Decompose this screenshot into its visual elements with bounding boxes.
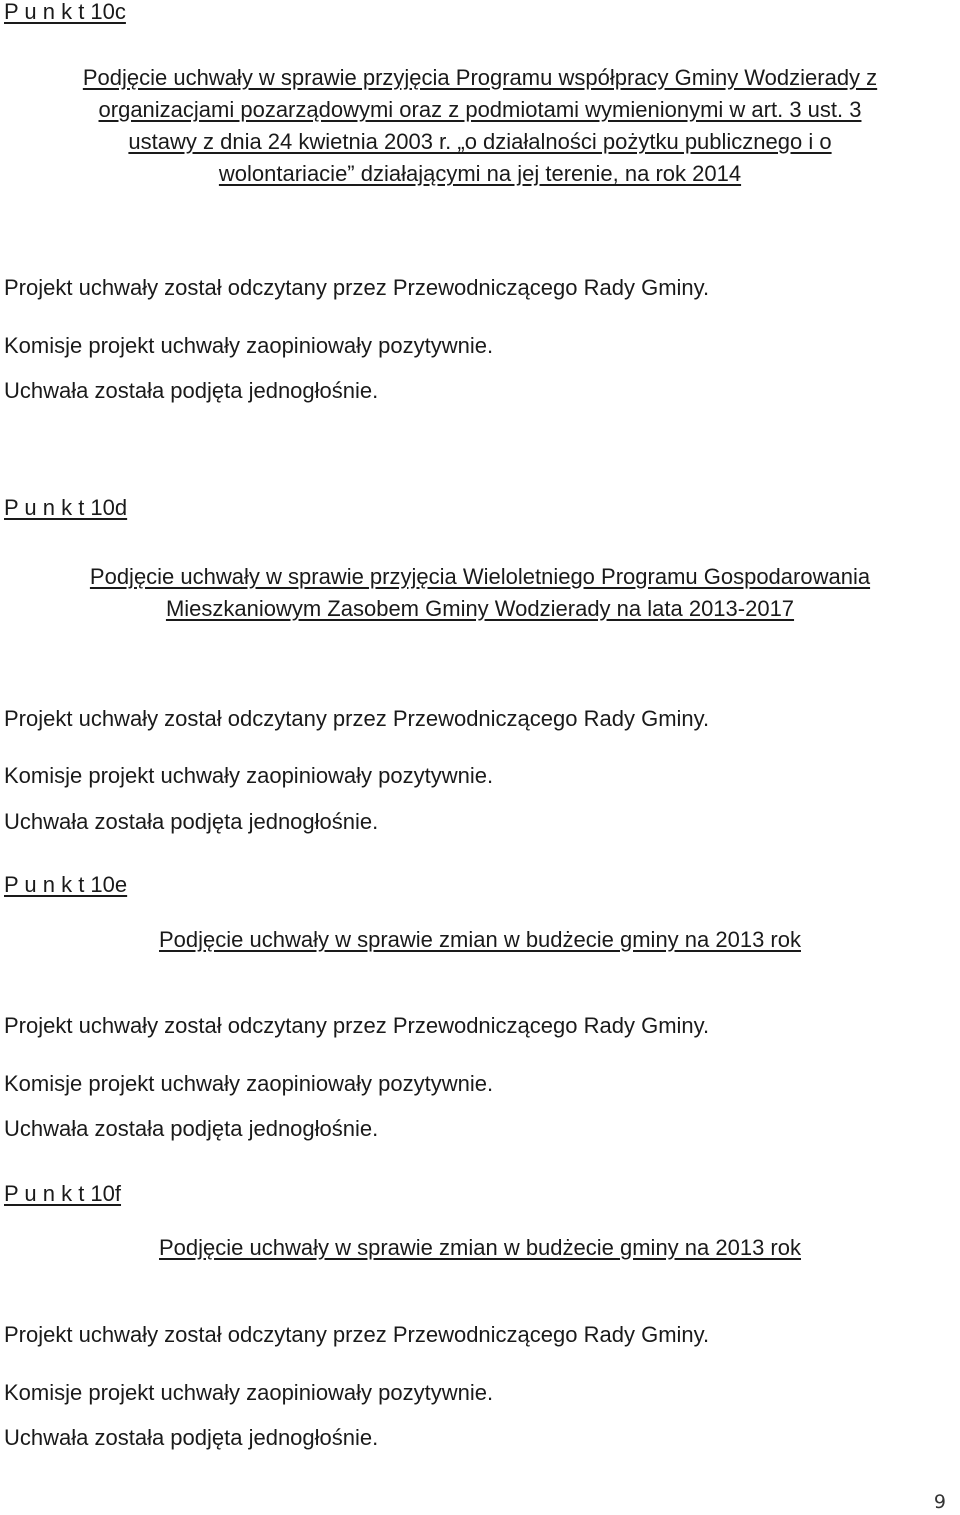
section-heading: P u n k t 10e [4,872,128,897]
section-title-line: Mieszkaniowym Zasobem Gminy Wodzierady na lata 2013-2017 [165,596,795,621]
body-line-committees: Komisje projekt uchwały zaopiniowały pozytywnie. [4,1071,494,1096]
body-line-resolution: Uchwała została podjęta jednogłośnie. [4,1116,379,1141]
body-line-resolution: Uchwała została podjęta jednogłośnie. [4,378,379,403]
section-title-line: wolontariacie” działającymi na jej terenie, na rok 2014 [218,161,742,186]
section-title-line: organizacjami pozarządowymi oraz z podmiotami wymienionymi w art. 3 ust. 3 [98,97,862,122]
page-number: 9 [933,1491,946,1513]
body-line-committees: Komisje projekt uchwały zaopiniowały pozytywnie. [4,1380,494,1405]
body-line-read: Projekt uchwały został odczytany przez Przewodniczącego Rady Gminy. [4,1013,710,1038]
body-line-committees: Komisje projekt uchwały zaopiniowały pozytywnie. [4,763,494,788]
section-title-line: ustawy z dnia 24 kwietnia 2003 r. „o działalności pożytku publicznego i o [128,129,832,154]
body-line-read: Projekt uchwały został odczytany przez Przewodniczącego Rady Gminy. [4,1322,710,1347]
section-heading: P u n k t 10c [4,0,126,24]
section-title-line: Podjęcie uchwały w sprawie przyjęcia Programu współpracy Gminy Wodzierady z [82,65,878,90]
body-line-read: Projekt uchwały został odczytany przez Przewodniczącego Rady Gminy. [4,275,710,300]
section-heading: P u n k t 10d [4,495,128,520]
section-title-line: Podjęcie uchwały w sprawie zmian w budżecie gminy na 2013 rok [159,927,801,952]
body-line-resolution: Uchwała została podjęta jednogłośnie. [4,1425,379,1450]
section-title-line: Podjęcie uchwały w sprawie przyjęcia Wieloletniego Programu Gospodarowania [89,564,871,589]
section-heading: P u n k t 10f [4,1181,122,1206]
body-line-committees: Komisje projekt uchwały zaopiniowały pozytywnie. [4,333,494,358]
body-line-read: Projekt uchwały został odczytany przez Przewodniczącego Rady Gminy. [4,706,710,731]
body-line-resolution: Uchwała została podjęta jednogłośnie. [4,809,379,834]
section-title-line: Podjęcie uchwały w sprawie zmian w budżecie gminy na 2013 rok [159,1235,801,1260]
